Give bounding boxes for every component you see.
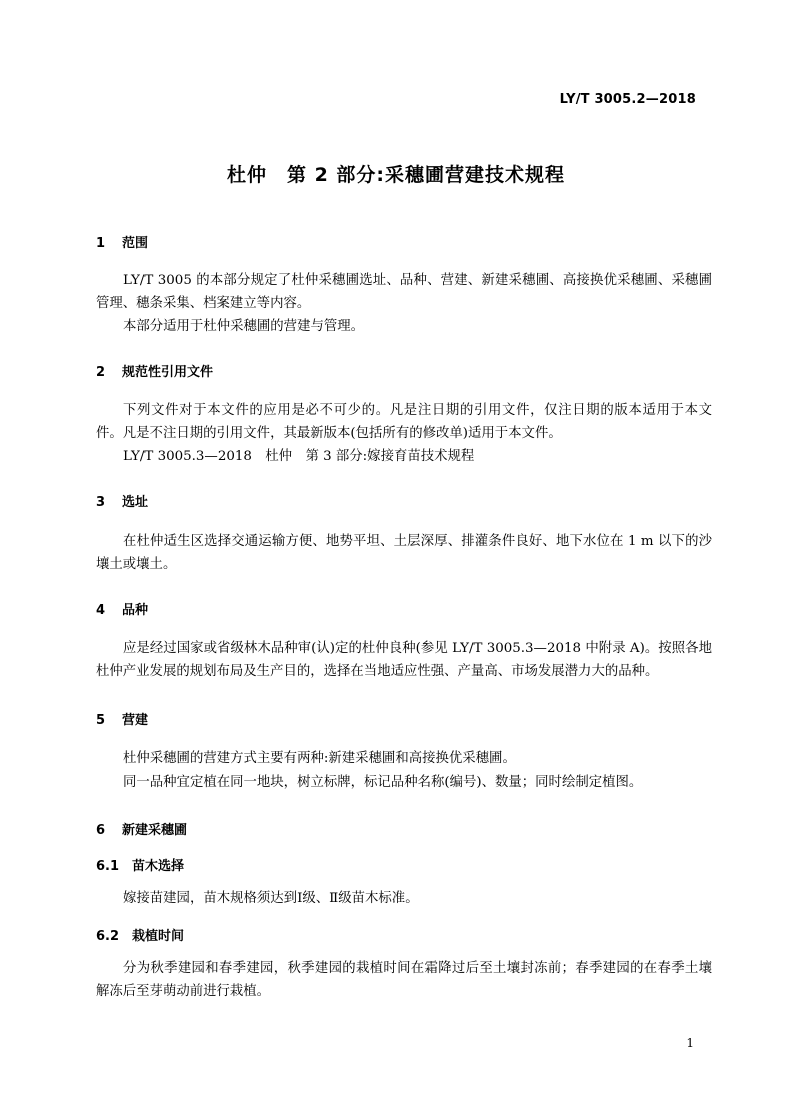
subsection-title: 苗木选择 bbox=[132, 859, 185, 874]
subsection-6-2-paragraph: 分为秋季建园和春季建园，秋季建园的栽植时间在霜降过后至土壤封冻前；春季建园的在春季土壤解冻后至芽萌动前进行栽植。 bbox=[96, 961, 712, 999]
section-number: 6 bbox=[96, 823, 106, 838]
section-4-paragraph-1: 应是经过国家或省级林木品种审(认)定的杜仲良种(参见 LY/T 3005.3—2018 中附录 A)。按照各地杜仲产业发展的规划布局及生产目的，选择在当地适应性强、产量高、市场发展潜力大的品种。 bbox=[96, 641, 712, 679]
section-1-heading bbox=[96, 232, 148, 251]
section-title: 新建采穗圃 bbox=[122, 823, 188, 838]
section-number: 5 bbox=[96, 713, 106, 728]
section-2-paragraph-2: LY/T 3005.3—2018 杜仲 第 3 部分:嫁接育苗技术规程 bbox=[123, 449, 475, 464]
standard-code: LY/T 3005.2—2018 bbox=[559, 92, 696, 107]
section-number: 4 bbox=[96, 603, 106, 618]
subsection-number: 6.2 bbox=[96, 929, 120, 944]
subsection-title: 栽植时间 bbox=[132, 929, 185, 944]
section-title: 范围 bbox=[122, 236, 149, 251]
page-number: 1 bbox=[686, 1036, 694, 1050]
section-number: 1 bbox=[96, 236, 106, 251]
section-6-heading bbox=[96, 819, 187, 838]
section-title: 选址 bbox=[122, 495, 149, 510]
section-1-paragraph-1: LY/T 3005 的本部分规定了杜仲采穗圃选址、品种、营建、新建采穗圃、高接换优采穗圃、采穗圃管理、穗条采集、档案建立等内容。 bbox=[96, 273, 712, 311]
subsection-6-1-heading bbox=[96, 855, 184, 874]
document-title: 杜仲 第 2 部分:采穗圃营建技术规程 bbox=[226, 164, 566, 186]
section-number: 2 bbox=[96, 365, 106, 380]
section-5-paragraph-2: 同一品种宜定植在同一地块，树立标牌，标记品种名称(编号)、数量；同时绘制定植图。 bbox=[123, 775, 643, 790]
section-title: 品种 bbox=[122, 603, 149, 618]
section-5-heading bbox=[96, 709, 148, 728]
section-4-heading bbox=[96, 599, 148, 618]
section-2-heading bbox=[96, 361, 213, 380]
section-3-heading bbox=[96, 491, 148, 510]
section-title: 规范性引用文件 bbox=[122, 365, 214, 380]
section-2-paragraph-1: 下列文件对于本文件的应用是必不可少的。凡是注日期的引用文件，仅注日期的版本适用于本文件。凡是不注日期的引用文件，其最新版本(包括所有的修改单)适用于本文件。 bbox=[96, 403, 712, 441]
subsection-6-1-paragraph: 嫁接苗建园，苗木规格须达到Ⅰ级、Ⅱ级苗木标准。 bbox=[123, 891, 419, 906]
subsection-6-2-heading bbox=[96, 925, 184, 944]
section-title: 营建 bbox=[122, 713, 149, 728]
subsection-number: 6.1 bbox=[96, 859, 120, 874]
section-number: 3 bbox=[96, 495, 106, 510]
section-1-paragraph-2: 本部分适用于杜仲采穗圃的营建与管理。 bbox=[123, 319, 365, 334]
section-5-paragraph-1: 杜仲采穗圃的营建方式主要有两种:新建采穗圃和高接换优采穗圃。 bbox=[123, 751, 516, 766]
section-3-paragraph-1: 在杜仲适生区选择交通运输方便、地势平坦、土层深厚、排灌条件良好、地下水位在 1 m 以下的沙壤土或壤土。 bbox=[96, 534, 712, 572]
